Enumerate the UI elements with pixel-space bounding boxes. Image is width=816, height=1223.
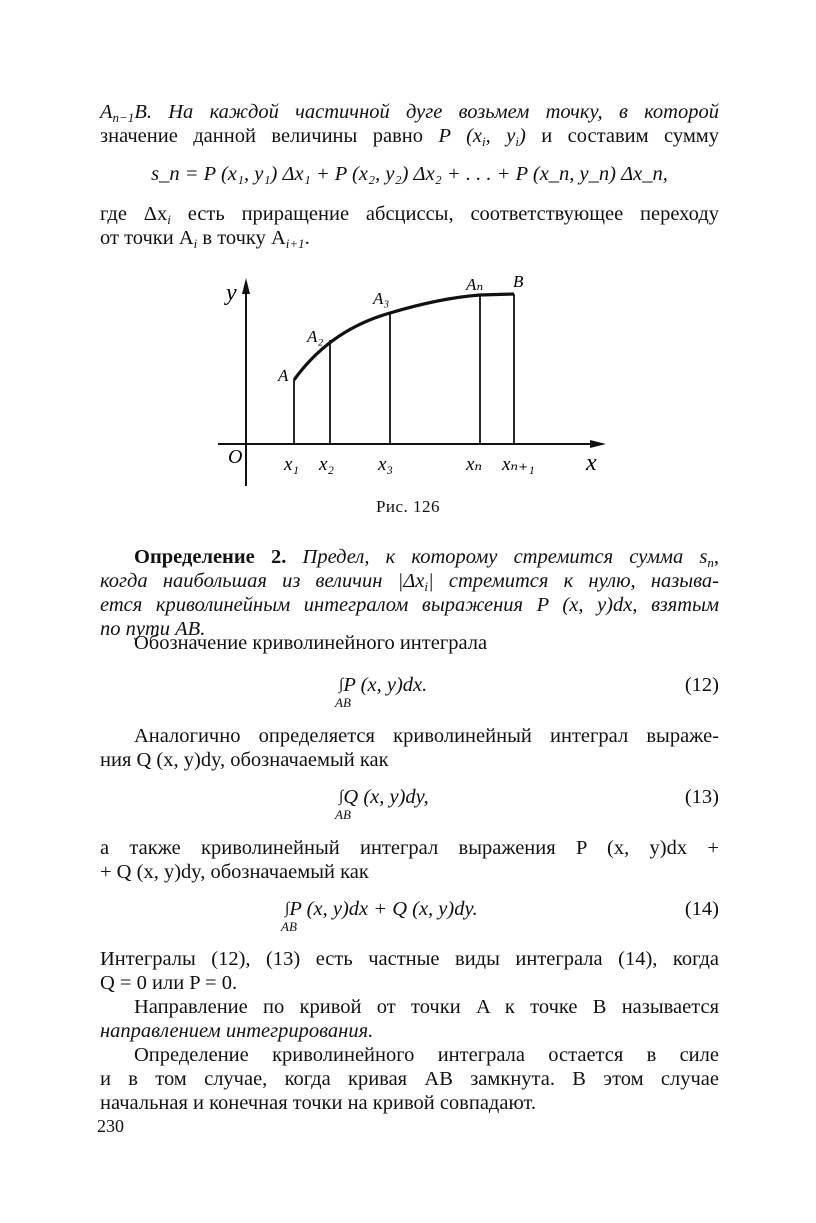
closed-line2: и в том случае, когда кривая AB замкнута. В этом случае bbox=[100, 1068, 719, 1090]
point-label-B: B bbox=[513, 272, 524, 291]
equation-number-13: (13) bbox=[684, 786, 719, 808]
integrals-line1: Интегралы (12), (13) есть частные виды интеграла (14), когда bbox=[100, 948, 719, 970]
point-label-A3: A₃ bbox=[373, 289, 390, 308]
curve-figure bbox=[0, 0, 816, 500]
text-fragment: . bbox=[304, 227, 310, 249]
tick-label-x3: x₃ bbox=[378, 454, 394, 475]
text-fragment: | стремится к нулю, называ- bbox=[428, 570, 719, 592]
definition-line3: ется криволинейным интегралом выражения P (x, y)dx, взятым bbox=[100, 594, 719, 616]
integral-subscript: AB bbox=[335, 695, 351, 710]
axis-label-x: x bbox=[586, 450, 597, 476]
integral-13 bbox=[335, 785, 429, 822]
text-fragment: и составим сумму bbox=[541, 125, 720, 147]
subscript: i bbox=[167, 212, 171, 227]
subscript: n bbox=[707, 555, 714, 570]
integrals-line2: Q = 0 или P = 0. bbox=[100, 972, 238, 994]
curve-AB bbox=[294, 294, 514, 380]
integral-expression: P (x, y)dx + Q (x, y)dy. bbox=[289, 898, 478, 920]
subscript: n−1 bbox=[112, 110, 135, 125]
point-label-A: A bbox=[278, 366, 289, 385]
point-label-An: Aₙ bbox=[466, 275, 484, 294]
text-fragment: где Δx bbox=[100, 203, 168, 225]
y-axis-arrow bbox=[242, 278, 250, 294]
tick-label-xn1: xₙ₊₁ bbox=[502, 454, 535, 475]
text-fragment: P (x bbox=[438, 125, 483, 147]
integral-subscript: AB bbox=[281, 919, 297, 934]
text-fragment: от точки A bbox=[100, 227, 194, 249]
subscript: i bbox=[424, 579, 429, 594]
text-fragment: B. На каждой частичной дуге возьмем точку, в которой bbox=[134, 101, 719, 123]
integral-expression: P (x, y)dx. bbox=[343, 674, 428, 696]
definition-head: Определение 2. bbox=[134, 546, 287, 568]
text-fragment: Предел, к которому стремится сумма s bbox=[302, 546, 708, 568]
integral-subscript: AB bbox=[335, 807, 351, 822]
also-line1: а также криволинейный интеграл выражения P (x, y)dx + bbox=[100, 837, 719, 859]
subscript: i bbox=[193, 236, 198, 251]
definition-line4: по пути AB. bbox=[100, 618, 206, 640]
text-fragment: ) bbox=[518, 125, 526, 147]
page-number: 230 bbox=[97, 1116, 124, 1136]
integral-sign: ∫ bbox=[339, 788, 344, 805]
closed-line1: Определение криволинейного интеграла остается в силе bbox=[134, 1044, 719, 1066]
analog-line2: ния Q (x, y)dy, обозначаемый как bbox=[100, 749, 389, 771]
point-label-A2: A₂ bbox=[307, 327, 324, 346]
definition-line2 bbox=[100, 569, 719, 593]
tick-label-x1: x₁ bbox=[284, 454, 300, 475]
text-fragment: значение данной величины равно bbox=[100, 125, 423, 147]
origin-label: O bbox=[228, 446, 243, 468]
direction-line2: направлением интегрирования. bbox=[100, 1020, 374, 1042]
sum-formula: s_n = P (x₁, y₁) Δx₁ + P (x₂, y₂) Δx₂ + . . . + P (x_n, y_n) Δx_n, bbox=[151, 163, 668, 185]
subscript: i bbox=[515, 134, 519, 149]
also-line2: + Q (x, y)dy, обозначаемый как bbox=[100, 861, 369, 883]
notation-line: Обозначение криволинейного интеграла bbox=[134, 632, 488, 654]
text-fragment: когда наибольшая из величин |Δx bbox=[100, 570, 425, 592]
text-fragment: есть приращение абсциссы, соответствующее переходу bbox=[170, 203, 719, 225]
text-fragment: , bbox=[713, 546, 720, 568]
axis-label-y: y bbox=[226, 280, 237, 306]
closed-line3: начальная и конечная точки на кривой совпадают. bbox=[100, 1092, 537, 1114]
integral-sign: ∫ bbox=[339, 676, 344, 693]
integral-14 bbox=[281, 897, 478, 934]
equation-number-14: (14) bbox=[684, 898, 719, 920]
text-fragment: в точку A bbox=[197, 227, 286, 249]
integral-sign: ∫ bbox=[285, 900, 290, 917]
text-fragment: A bbox=[100, 101, 113, 123]
equation-number-12: (12) bbox=[684, 674, 719, 696]
integral-expression: Q (x, y)dy, bbox=[343, 786, 429, 808]
subscript: i bbox=[482, 134, 486, 149]
tick-label-x2: x₂ bbox=[319, 454, 335, 475]
figure-caption: Рис. 126 bbox=[375, 497, 441, 516]
text-fragment: , y bbox=[485, 125, 516, 147]
tick-label-xn: xₙ bbox=[466, 454, 483, 475]
subscript: i+1 bbox=[285, 236, 305, 251]
definition-line1 bbox=[134, 545, 719, 569]
analog-line1: Аналогично определяется криволинейный интеграл выраже- bbox=[134, 725, 719, 747]
x-axis-arrow bbox=[590, 440, 606, 448]
integral-12 bbox=[335, 673, 428, 710]
direction-line1: Направление по кривой от точки A к точке B называется bbox=[134, 996, 719, 1018]
